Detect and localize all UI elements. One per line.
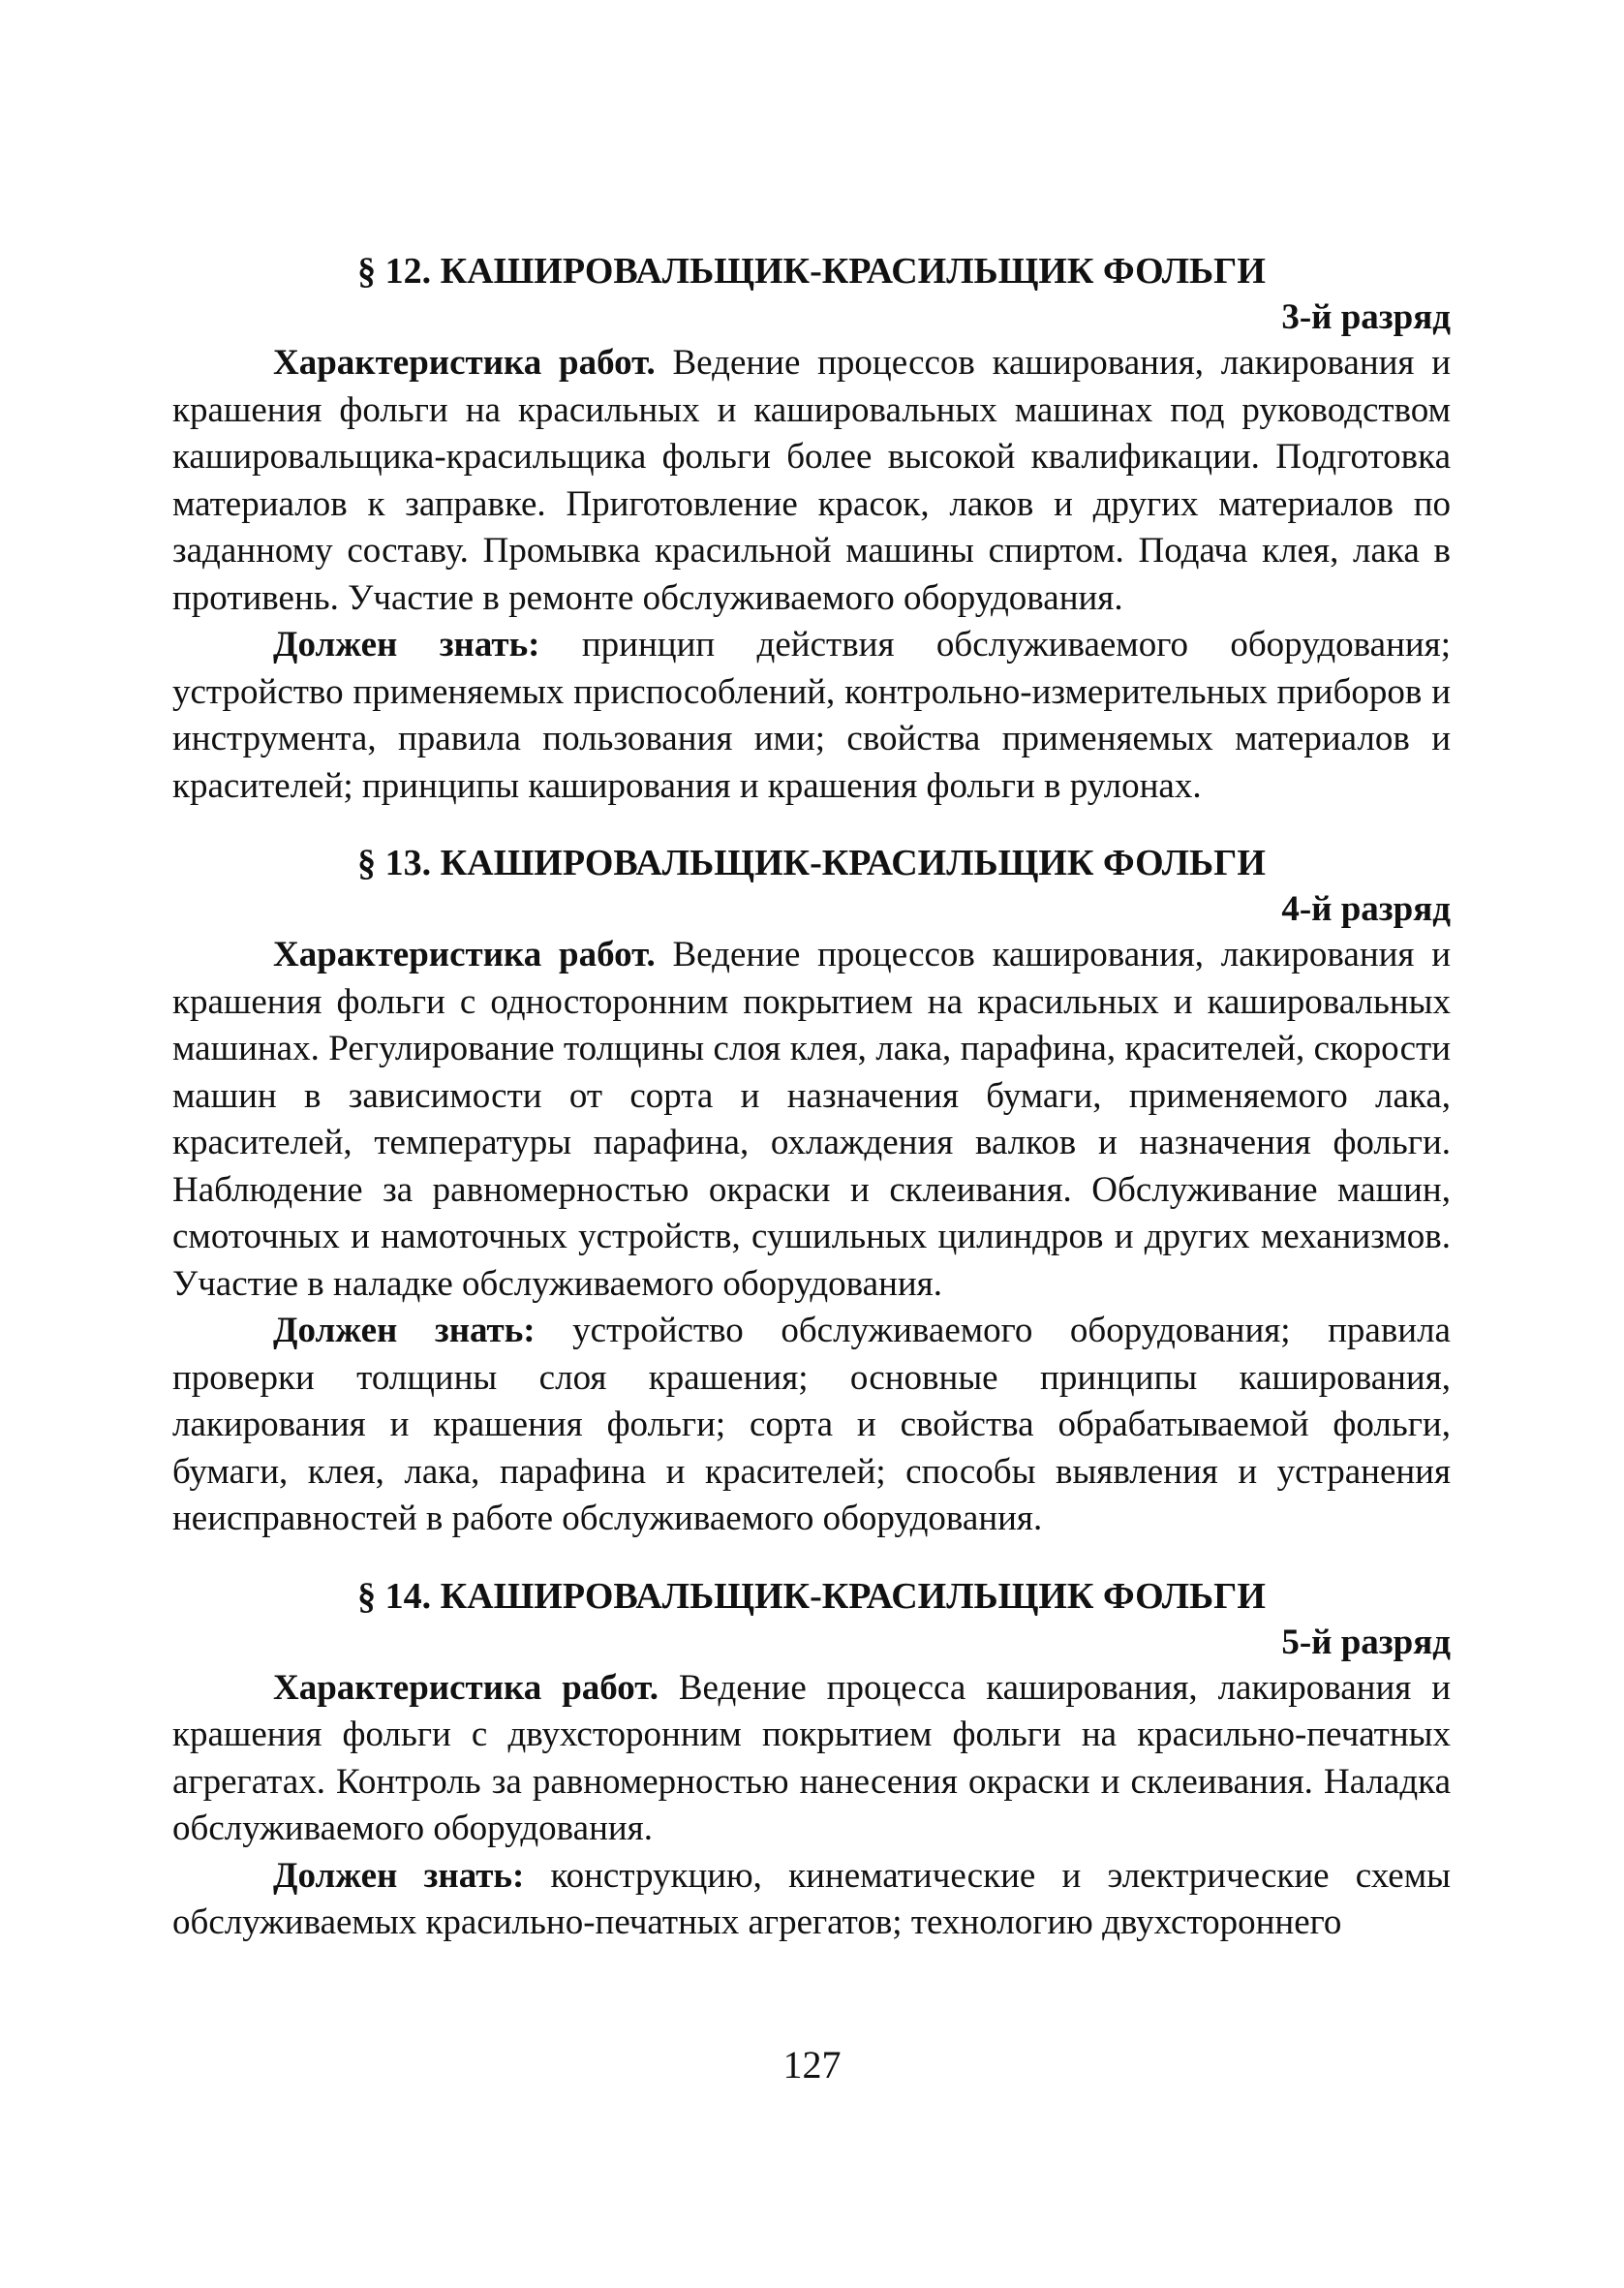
work-description	[172, 1665, 1451, 1853]
knowledge-text: принцип действия обслуживаемого оборудования; устройство применяемых приспособлений, контрольно-измерительных приборов и инструмента, правила пользования ими; свойства применяемых материалов и красителей; принципы каширования и крашения фольги в рулонах.	[172, 625, 1451, 806]
work-description	[172, 932, 1451, 1308]
knowledge-heading: Должен знать:	[273, 625, 540, 665]
knowledge-requirements	[172, 1308, 1451, 1543]
work-description	[172, 340, 1451, 622]
work-description-heading: Характеристика работ.	[273, 935, 656, 974]
section-title: § 14. КАШИРОВАЛЬЩИК-КРАСИЛЬЩИК ФОЛЬГИ	[357, 1575, 1266, 1617]
grade-label: 5-й разряд	[1281, 1622, 1451, 1662]
section-title: § 13. КАШИРОВАЛЬЩИК-КРАСИЛЬЩИК ФОЛЬГИ	[357, 843, 1266, 883]
work-description-heading: Характеристика работ.	[273, 1667, 659, 1708]
knowledge-text: конструкцию, кинематические и электрические схемы обслуживаемых красильно-печатных агрегатов; технологию двухстороннего	[172, 1855, 1451, 1942]
work-description-heading: Характеристика работ.	[273, 343, 656, 383]
knowledge-heading: Должен знать:	[273, 1311, 536, 1350]
work-description-text: Ведение процессов каширования, лакирования и крашения фольги с односторонним покрытием на красильных и кашировальных машинах. Регулирование толщины слоя клея, лака, парафина, красителей, скорости машин в зависимости от сорта и назначения бумаги, применяемого лака, красителей, температуры парафина, охлаждения валков и назначения фольги. Наблюдение за равномерностью окраски и склеивания. Обслуживание машин, смоточных и намоточных устройств, сушильных цилиндров и других механизмов. Участие в наладке обслуживаемого оборудования.	[172, 935, 1451, 1304]
work-description-text: Ведение процесса каширования, лакирования и крашения фольги с двухсторонним покрытием фольги на красильно-печатных агрегатах. Контроль за равномерностью нанесения окраски и склеивания. Наладка обслуживаемого оборудования.	[172, 1667, 1451, 1848]
knowledge-requirements	[172, 622, 1451, 810]
work-description-text: Ведение процессов каширования, лакирования и крашения фольги на красильных и кашировальных машинах под руководством кашировальщика-красильщика фольги более высокой квалификации. Подготовка материалов к заправке. Приготовление красок, лаков и других материалов по заданному составу. Промывка красильной машины спиртом. Подача клея, лака в противень. Участие в ремонте обслуживаемого оборудования.	[172, 343, 1451, 618]
page-number: 127	[782, 2043, 842, 2087]
section-title: § 12. КАШИРОВАЛЬЩИК-КРАСИЛЬЩИК ФОЛЬГИ	[357, 251, 1266, 292]
knowledge-requirements	[172, 1853, 1451, 1947]
section-13	[172, 839, 1451, 1543]
grade-label: 3-й разряд	[1281, 297, 1451, 337]
section-12	[172, 247, 1451, 810]
section-14	[172, 1572, 1451, 1947]
document-page	[172, 247, 1451, 1947]
knowledge-text: устройство обслуживаемого оборудования; правила проверки толщины слоя крашения; основные принципы каширования, лакирования и крашения фольги; сорта и свойства обрабатываемой фольги, бумаги, клея, лака, парафина и красителей; способы выявления и устранения неисправностей в работе обслуживаемого оборудования.	[172, 1311, 1451, 1538]
grade-label: 4-й разряд	[1281, 889, 1451, 929]
knowledge-heading: Должен знать:	[273, 1855, 525, 1896]
